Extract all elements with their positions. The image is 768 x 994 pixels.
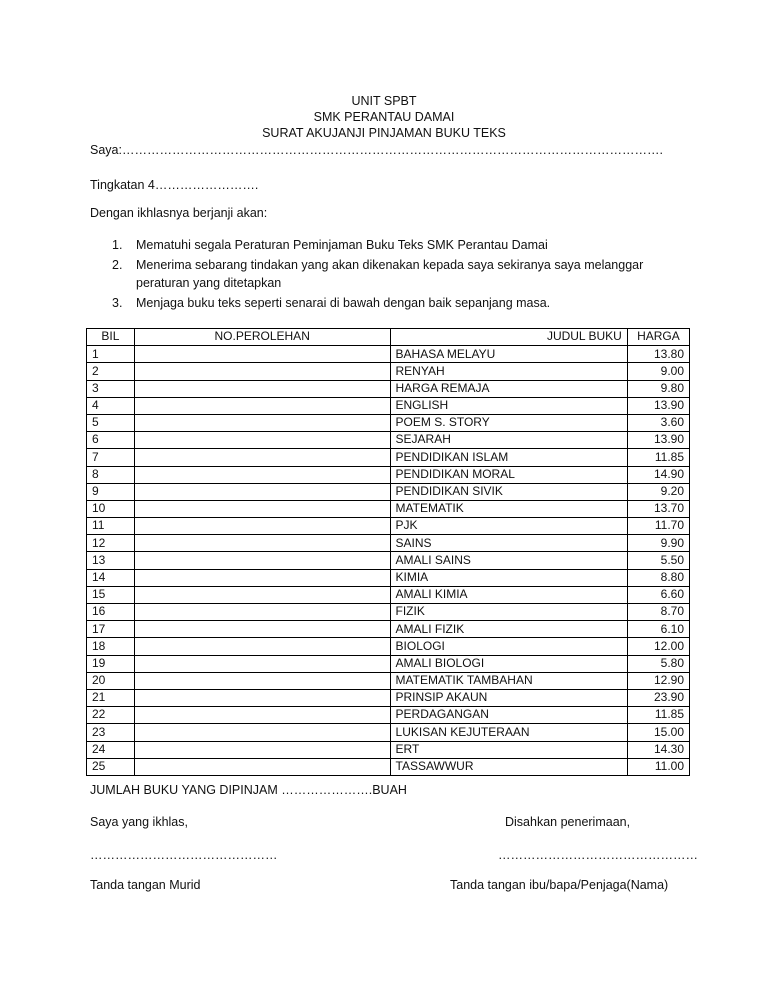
promise-number: 1. xyxy=(112,238,123,252)
promise-text: Menerima sebarang tindakan yang akan dikenakan kepada saya sekiranya saya melanggar xyxy=(136,258,644,272)
student-signoff-label: Saya yang ikhlas, xyxy=(90,815,188,829)
cell-bil: 21 xyxy=(87,689,135,706)
cell-no-perolehan xyxy=(134,689,390,706)
table-row xyxy=(87,569,690,586)
cell-bil: 9 xyxy=(87,483,135,500)
cell-harga: 3.60 xyxy=(627,414,689,431)
cell-harga: 8.70 xyxy=(627,604,689,621)
document-title: SURAT AKUJANJI PINJAMAN BUKU TEKS xyxy=(262,126,506,140)
cell-judul-buku: SAINS xyxy=(390,535,627,552)
cell-no-perolehan xyxy=(134,380,390,397)
cell-bil: 1 xyxy=(87,346,135,363)
cell-harga: 11.85 xyxy=(627,707,689,724)
cell-no-perolehan xyxy=(134,569,390,586)
guardian-signoff-label: Disahkan penerimaan, xyxy=(505,815,631,829)
cell-judul-buku: AMALI KIMIA xyxy=(390,586,627,603)
cell-harga: 14.30 xyxy=(627,741,689,758)
cell-no-perolehan xyxy=(134,586,390,603)
table-row xyxy=(87,758,690,775)
cell-harga: 11.00 xyxy=(627,758,689,775)
cell-judul-buku: LUKISAN KEJUTERAAN xyxy=(390,724,627,741)
cell-bil: 3 xyxy=(87,380,135,397)
cell-judul-buku: AMALI SAINS xyxy=(390,552,627,569)
col-header-judul-buku: JUDUL BUKU xyxy=(390,329,627,346)
table-row xyxy=(87,449,690,466)
col-header-no-perolehan: NO.PEROLEHAN xyxy=(134,329,390,346)
col-header-bil: BIL xyxy=(87,329,135,346)
table-row xyxy=(87,414,690,431)
cell-judul-buku: PRINSIP AKAUN xyxy=(390,689,627,706)
table-row xyxy=(87,689,690,706)
cell-no-perolehan xyxy=(134,758,390,775)
cell-bil: 10 xyxy=(87,500,135,517)
table-row xyxy=(87,586,690,603)
cell-no-perolehan xyxy=(134,397,390,414)
cell-harga: 14.90 xyxy=(627,466,689,483)
table-row xyxy=(87,655,690,672)
cell-no-perolehan xyxy=(134,741,390,758)
cell-no-perolehan xyxy=(134,363,390,380)
total-books-line: JUMLAH BUKU YANG DIPINJAM ………………….BUAH xyxy=(90,783,407,797)
cell-bil: 13 xyxy=(87,552,135,569)
student-signature-caption: Tanda tangan Murid xyxy=(90,878,201,892)
cell-judul-buku: KIMIA xyxy=(390,569,627,586)
table-row xyxy=(87,621,690,638)
cell-judul-buku: RENYAH xyxy=(390,363,627,380)
table-row xyxy=(87,500,690,517)
guardian-signature-line: ………………………………………… xyxy=(498,848,698,862)
table-row xyxy=(87,707,690,724)
cell-harga: 9.20 xyxy=(627,483,689,500)
cell-harga: 11.85 xyxy=(627,449,689,466)
cell-judul-buku: BIOLOGI xyxy=(390,638,627,655)
cell-judul-buku: MATEMATIK TAMBAHAN xyxy=(390,672,627,689)
cell-harga: 13.80 xyxy=(627,346,689,363)
cell-judul-buku: PENDIDIKAN SIVIK xyxy=(390,483,627,500)
cell-no-perolehan xyxy=(134,638,390,655)
school-name: SMK PERANTAU DAMAI xyxy=(313,110,455,124)
table-row xyxy=(87,518,690,535)
cell-bil: 14 xyxy=(87,569,135,586)
cell-judul-buku: TASSAWWUR xyxy=(390,758,627,775)
guardian-signature-caption: Tanda tangan ibu/bapa/Penjaga(Nama) xyxy=(450,878,669,892)
cell-bil: 2 xyxy=(87,363,135,380)
cell-harga: 11.70 xyxy=(627,518,689,535)
cell-bil: 8 xyxy=(87,466,135,483)
table-row xyxy=(87,552,690,569)
cell-no-perolehan xyxy=(134,535,390,552)
cell-no-perolehan xyxy=(134,483,390,500)
cell-judul-buku: SEJARAH xyxy=(390,432,627,449)
cell-judul-buku: HARGA REMAJA xyxy=(390,380,627,397)
cell-judul-buku: AMALI BIOLOGI xyxy=(390,655,627,672)
table-row xyxy=(87,380,690,397)
form-level-field: Tingkatan 4……………………. xyxy=(90,178,259,192)
table-body xyxy=(87,346,690,776)
cell-bil: 15 xyxy=(87,586,135,603)
cell-harga: 13.70 xyxy=(627,500,689,517)
cell-no-perolehan xyxy=(134,414,390,431)
cell-no-perolehan xyxy=(134,518,390,535)
cell-judul-buku: PJK xyxy=(390,518,627,535)
promise-text: peraturan yang ditetapkan xyxy=(136,276,282,290)
cell-harga: 9.00 xyxy=(627,363,689,380)
table-row xyxy=(87,741,690,758)
cell-harga: 5.50 xyxy=(627,552,689,569)
cell-bil: 18 xyxy=(87,638,135,655)
cell-judul-buku: BAHASA MELAYU xyxy=(390,346,627,363)
cell-no-perolehan xyxy=(134,707,390,724)
table-row xyxy=(87,397,690,414)
col-header-harga: HARGA xyxy=(627,329,689,346)
textbook-table xyxy=(86,328,690,776)
promise-number: 2. xyxy=(112,258,123,272)
table-row xyxy=(87,638,690,655)
cell-harga: 5.80 xyxy=(627,655,689,672)
promise-text: Menjaga buku teks seperti senarai di bawah dengan baik sepanjang masa. xyxy=(136,296,551,310)
cell-harga: 23.90 xyxy=(627,689,689,706)
cell-no-perolehan xyxy=(134,724,390,741)
cell-harga: 9.80 xyxy=(627,380,689,397)
cell-judul-buku: ENGLISH xyxy=(390,397,627,414)
cell-bil: 19 xyxy=(87,655,135,672)
table-row xyxy=(87,672,690,689)
table-row xyxy=(87,363,690,380)
cell-harga: 12.00 xyxy=(627,638,689,655)
unit-title: UNIT SPBT xyxy=(351,94,417,108)
cell-harga: 8.80 xyxy=(627,569,689,586)
cell-no-perolehan xyxy=(134,500,390,517)
cell-bil: 24 xyxy=(87,741,135,758)
cell-judul-buku: FIZIK xyxy=(390,604,627,621)
cell-judul-buku: PERDAGANGAN xyxy=(390,707,627,724)
cell-harga: 9.90 xyxy=(627,535,689,552)
cell-harga: 6.60 xyxy=(627,586,689,603)
cell-no-perolehan xyxy=(134,432,390,449)
cell-bil: 23 xyxy=(87,724,135,741)
cell-bil: 11 xyxy=(87,518,135,535)
cell-no-perolehan xyxy=(134,552,390,569)
table-row xyxy=(87,535,690,552)
cell-harga: 12.90 xyxy=(627,672,689,689)
cell-no-perolehan xyxy=(134,604,390,621)
cell-bil: 6 xyxy=(87,432,135,449)
cell-bil: 25 xyxy=(87,758,135,775)
table-row xyxy=(87,483,690,500)
cell-judul-buku: AMALI FIZIK xyxy=(390,621,627,638)
cell-no-perolehan xyxy=(134,466,390,483)
cell-bil: 17 xyxy=(87,621,135,638)
cell-no-perolehan xyxy=(134,449,390,466)
table-row xyxy=(87,346,690,363)
cell-no-perolehan xyxy=(134,346,390,363)
cell-bil: 16 xyxy=(87,604,135,621)
student-signature-line: ……………………………………… xyxy=(90,848,278,862)
cell-bil: 7 xyxy=(87,449,135,466)
name-field: Saya:…………………………………………………………………………………………………………………. xyxy=(90,143,663,157)
cell-bil: 22 xyxy=(87,707,135,724)
intro-text: Dengan ikhlasnya berjanji akan: xyxy=(90,206,268,220)
promise-text: Mematuhi segala Peraturan Peminjaman Buku Teks SMK Perantau Damai xyxy=(136,238,548,252)
cell-no-perolehan xyxy=(134,621,390,638)
table-header-row xyxy=(87,329,690,346)
cell-judul-buku: PENDIDIKAN MORAL xyxy=(390,466,627,483)
table-row xyxy=(87,724,690,741)
table-row xyxy=(87,432,690,449)
cell-judul-buku: ERT xyxy=(390,741,627,758)
cell-judul-buku: PENDIDIKAN ISLAM xyxy=(390,449,627,466)
promise-number: 3. xyxy=(112,296,123,310)
cell-bil: 12 xyxy=(87,535,135,552)
cell-bil: 5 xyxy=(87,414,135,431)
cell-harga: 13.90 xyxy=(627,432,689,449)
cell-judul-buku: MATEMATIK xyxy=(390,500,627,517)
cell-no-perolehan xyxy=(134,672,390,689)
cell-harga: 15.00 xyxy=(627,724,689,741)
cell-judul-buku: POEM S. STORY xyxy=(390,414,627,431)
cell-no-perolehan xyxy=(134,655,390,672)
cell-harga: 6.10 xyxy=(627,621,689,638)
cell-harga: 13.90 xyxy=(627,397,689,414)
table-row xyxy=(87,604,690,621)
cell-bil: 4 xyxy=(87,397,135,414)
cell-bil: 20 xyxy=(87,672,135,689)
table-row xyxy=(87,466,690,483)
